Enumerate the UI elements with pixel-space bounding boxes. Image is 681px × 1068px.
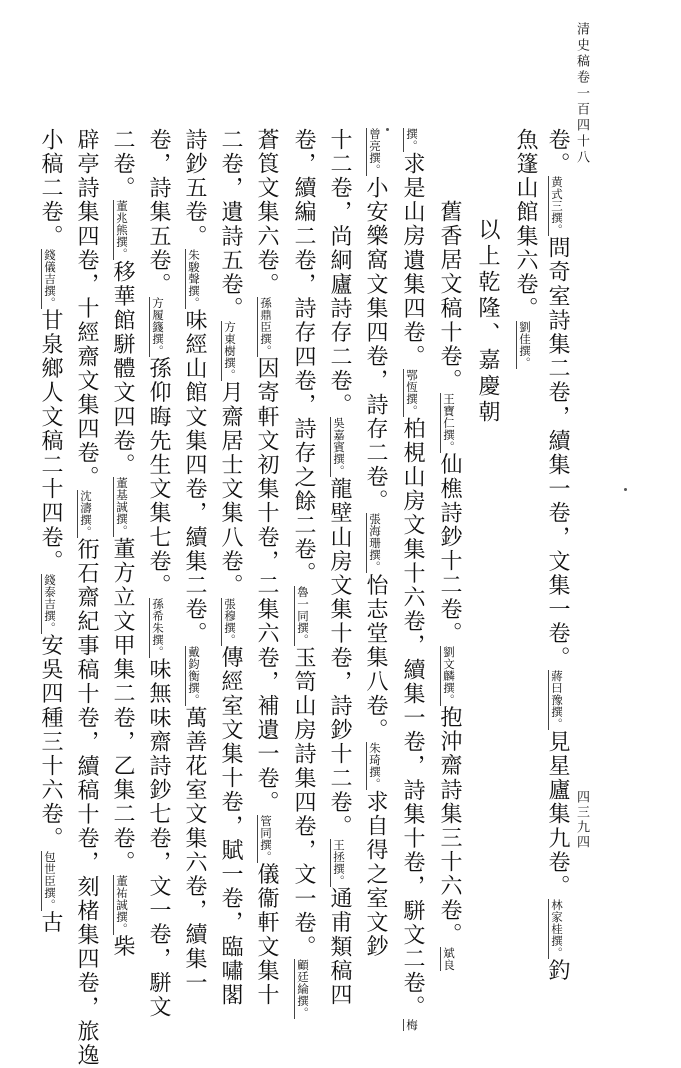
- author-note: 董祐誠撰。: [115, 874, 129, 935]
- text-column: [39, 128, 61, 935]
- author-note: 張海珊撰。: [368, 513, 382, 574]
- text-column: [328, 128, 350, 1007]
- main-text: 傳經室文集十卷，賦一卷，臨嘯閣: [218, 645, 243, 1008]
- author-note: 吳嘉賓撰。: [332, 417, 346, 478]
- author-note: 董兆熊撰。: [115, 200, 129, 261]
- main-text: 柴: [110, 934, 135, 959]
- main-text: 古: [38, 910, 63, 935]
- text-column: [438, 200, 460, 971]
- main-text: 求自得之室文鈔: [363, 790, 388, 959]
- main-text: 魚篷山館集六卷。: [513, 128, 538, 321]
- main-text: 蒼筤文集六卷。: [254, 128, 279, 297]
- main-text: 安吳四種三十六卷。: [38, 633, 63, 851]
- main-text: 味經山館文集四卷，續集二卷。: [182, 308, 207, 646]
- main-text: 抱沖齋詩集三十六卷。: [437, 705, 462, 947]
- main-text: 問奇室詩集二卷，續集一卷，文集一卷。: [545, 236, 570, 671]
- page-number: 四三九四: [574, 790, 589, 850]
- main-text: 辟亭詩集四卷，十經齋文集四卷。: [74, 128, 99, 490]
- main-text: 味無味齋詩鈔七卷，文一卷，駢文: [146, 657, 171, 1020]
- main-text: 柏梘山房文集十六卷，續集一卷，詩集十卷，駢文二卷。: [400, 416, 425, 1020]
- main-text: 詩鈔五卷。: [182, 128, 207, 249]
- author-note: 曾亮撰。: [368, 128, 382, 176]
- main-text: 甘泉鄉人文稿二十四卷。: [38, 308, 63, 574]
- author-note: 方東樹撰。: [223, 320, 237, 381]
- text-column: [219, 128, 241, 1007]
- author-note: 斌良: [442, 946, 456, 971]
- author-note: 張穆撰。: [223, 597, 237, 646]
- main-text: 小安樂窩文集四卷，詩存二卷。: [363, 176, 388, 514]
- main-text: 二卷。: [110, 128, 135, 201]
- main-text: 怡志堂集八卷。: [363, 573, 388, 743]
- main-text: 釣: [545, 958, 570, 983]
- text-column: [111, 128, 133, 959]
- author-note: 沈濤撰。: [79, 489, 93, 538]
- main-text: 小稿二卷。: [38, 128, 63, 249]
- author-note: 朱琦撰。: [368, 742, 382, 791]
- text-column: [364, 128, 386, 959]
- text-column: [514, 128, 536, 369]
- author-note: 管同撰。: [259, 814, 273, 863]
- author-note: 孫鼎臣撰。: [259, 296, 273, 357]
- main-text: 以上乾隆、嘉慶朝: [475, 218, 500, 426]
- text-column: [546, 128, 568, 983]
- main-text: 萬善花室文集六卷，續集一: [182, 705, 207, 996]
- main-text: 儀衞軒文集十: [254, 862, 279, 1008]
- author-note: 鄂恆撰。: [405, 368, 419, 417]
- text-column: [292, 128, 314, 1019]
- author-note: 林家桂撰。: [550, 898, 564, 959]
- author-note: 蔣曰豫撰。: [550, 670, 564, 731]
- author-note: 錢泰吉撰。: [43, 573, 57, 634]
- main-text: 舊香居文稿十卷。: [437, 200, 462, 393]
- text-column: [476, 218, 498, 426]
- page-header-title: 清史稿卷一百四十八: [574, 22, 589, 166]
- main-text: 卷，詩集五卷。: [146, 128, 171, 297]
- main-text: 仙樵詩鈔十二卷。: [437, 452, 462, 646]
- main-text: 孫仰晦先生文集七卷。: [146, 356, 171, 598]
- author-note: 包世臣撰。: [43, 850, 57, 911]
- main-text: 因寄軒文初集十卷，二集六卷，補遺一卷。: [254, 356, 279, 815]
- main-text: 求是山房遺集四卷。: [400, 152, 425, 369]
- author-note: 顧廷綸撰。: [296, 959, 310, 1020]
- author-note: 撰。: [405, 128, 419, 152]
- text-column: [183, 128, 205, 995]
- main-text: 移華館駢體文四卷。: [110, 260, 135, 478]
- main-text: 衎石齋紀事稿十卷，續稿十卷，刻楮集四卷，旅逸: [74, 537, 99, 1068]
- text-column: [255, 128, 277, 1007]
- text-column: [401, 128, 423, 1031]
- main-text: 二卷，遺詩五卷。: [218, 128, 243, 321]
- author-note: 梅: [405, 1019, 419, 1032]
- author-note: 孫希朱撰。: [151, 597, 165, 658]
- text-column: [147, 128, 169, 1019]
- main-text: 卷。: [545, 128, 570, 177]
- text-column: [75, 128, 97, 1068]
- print-speck: [624, 488, 627, 491]
- author-note: 董基誠撰。: [115, 477, 129, 538]
- author-note: 王寶仁撰。: [442, 392, 456, 453]
- author-note: 黄式三撰。: [550, 176, 564, 237]
- author-note: 魯一同撰。: [296, 585, 310, 646]
- main-text: 十二卷，尚絅廬詩存二卷。: [327, 128, 352, 418]
- author-note: 錢儀吉撰。: [43, 248, 57, 309]
- author-note: 劉佳撰。: [518, 320, 532, 369]
- main-text: 卷，續編二卷，詩存四卷，詩存之餘二卷。: [291, 128, 316, 586]
- author-note: 方履籛撰。: [151, 296, 165, 357]
- main-text: 董方立文甲集二卷，乙集二卷。: [110, 537, 135, 875]
- main-text: 月齋居士文集八卷。: [218, 380, 243, 598]
- author-note: 戴鈞衡撰。: [187, 645, 201, 706]
- author-note: 劉文麟撰。: [442, 645, 456, 706]
- author-note: 朱駿聲撰。: [187, 248, 201, 309]
- print-speck: [386, 128, 389, 131]
- main-text: 見星廬集九卷。: [545, 730, 570, 899]
- main-text: 通甫類稿四: [327, 886, 352, 1008]
- main-text: 玉笥山房詩集四卷，文一卷。: [291, 645, 316, 960]
- author-note: 王拯撰。: [332, 838, 346, 887]
- main-text: 龍壁山房文集十卷，詩鈔十二卷。: [327, 477, 352, 839]
